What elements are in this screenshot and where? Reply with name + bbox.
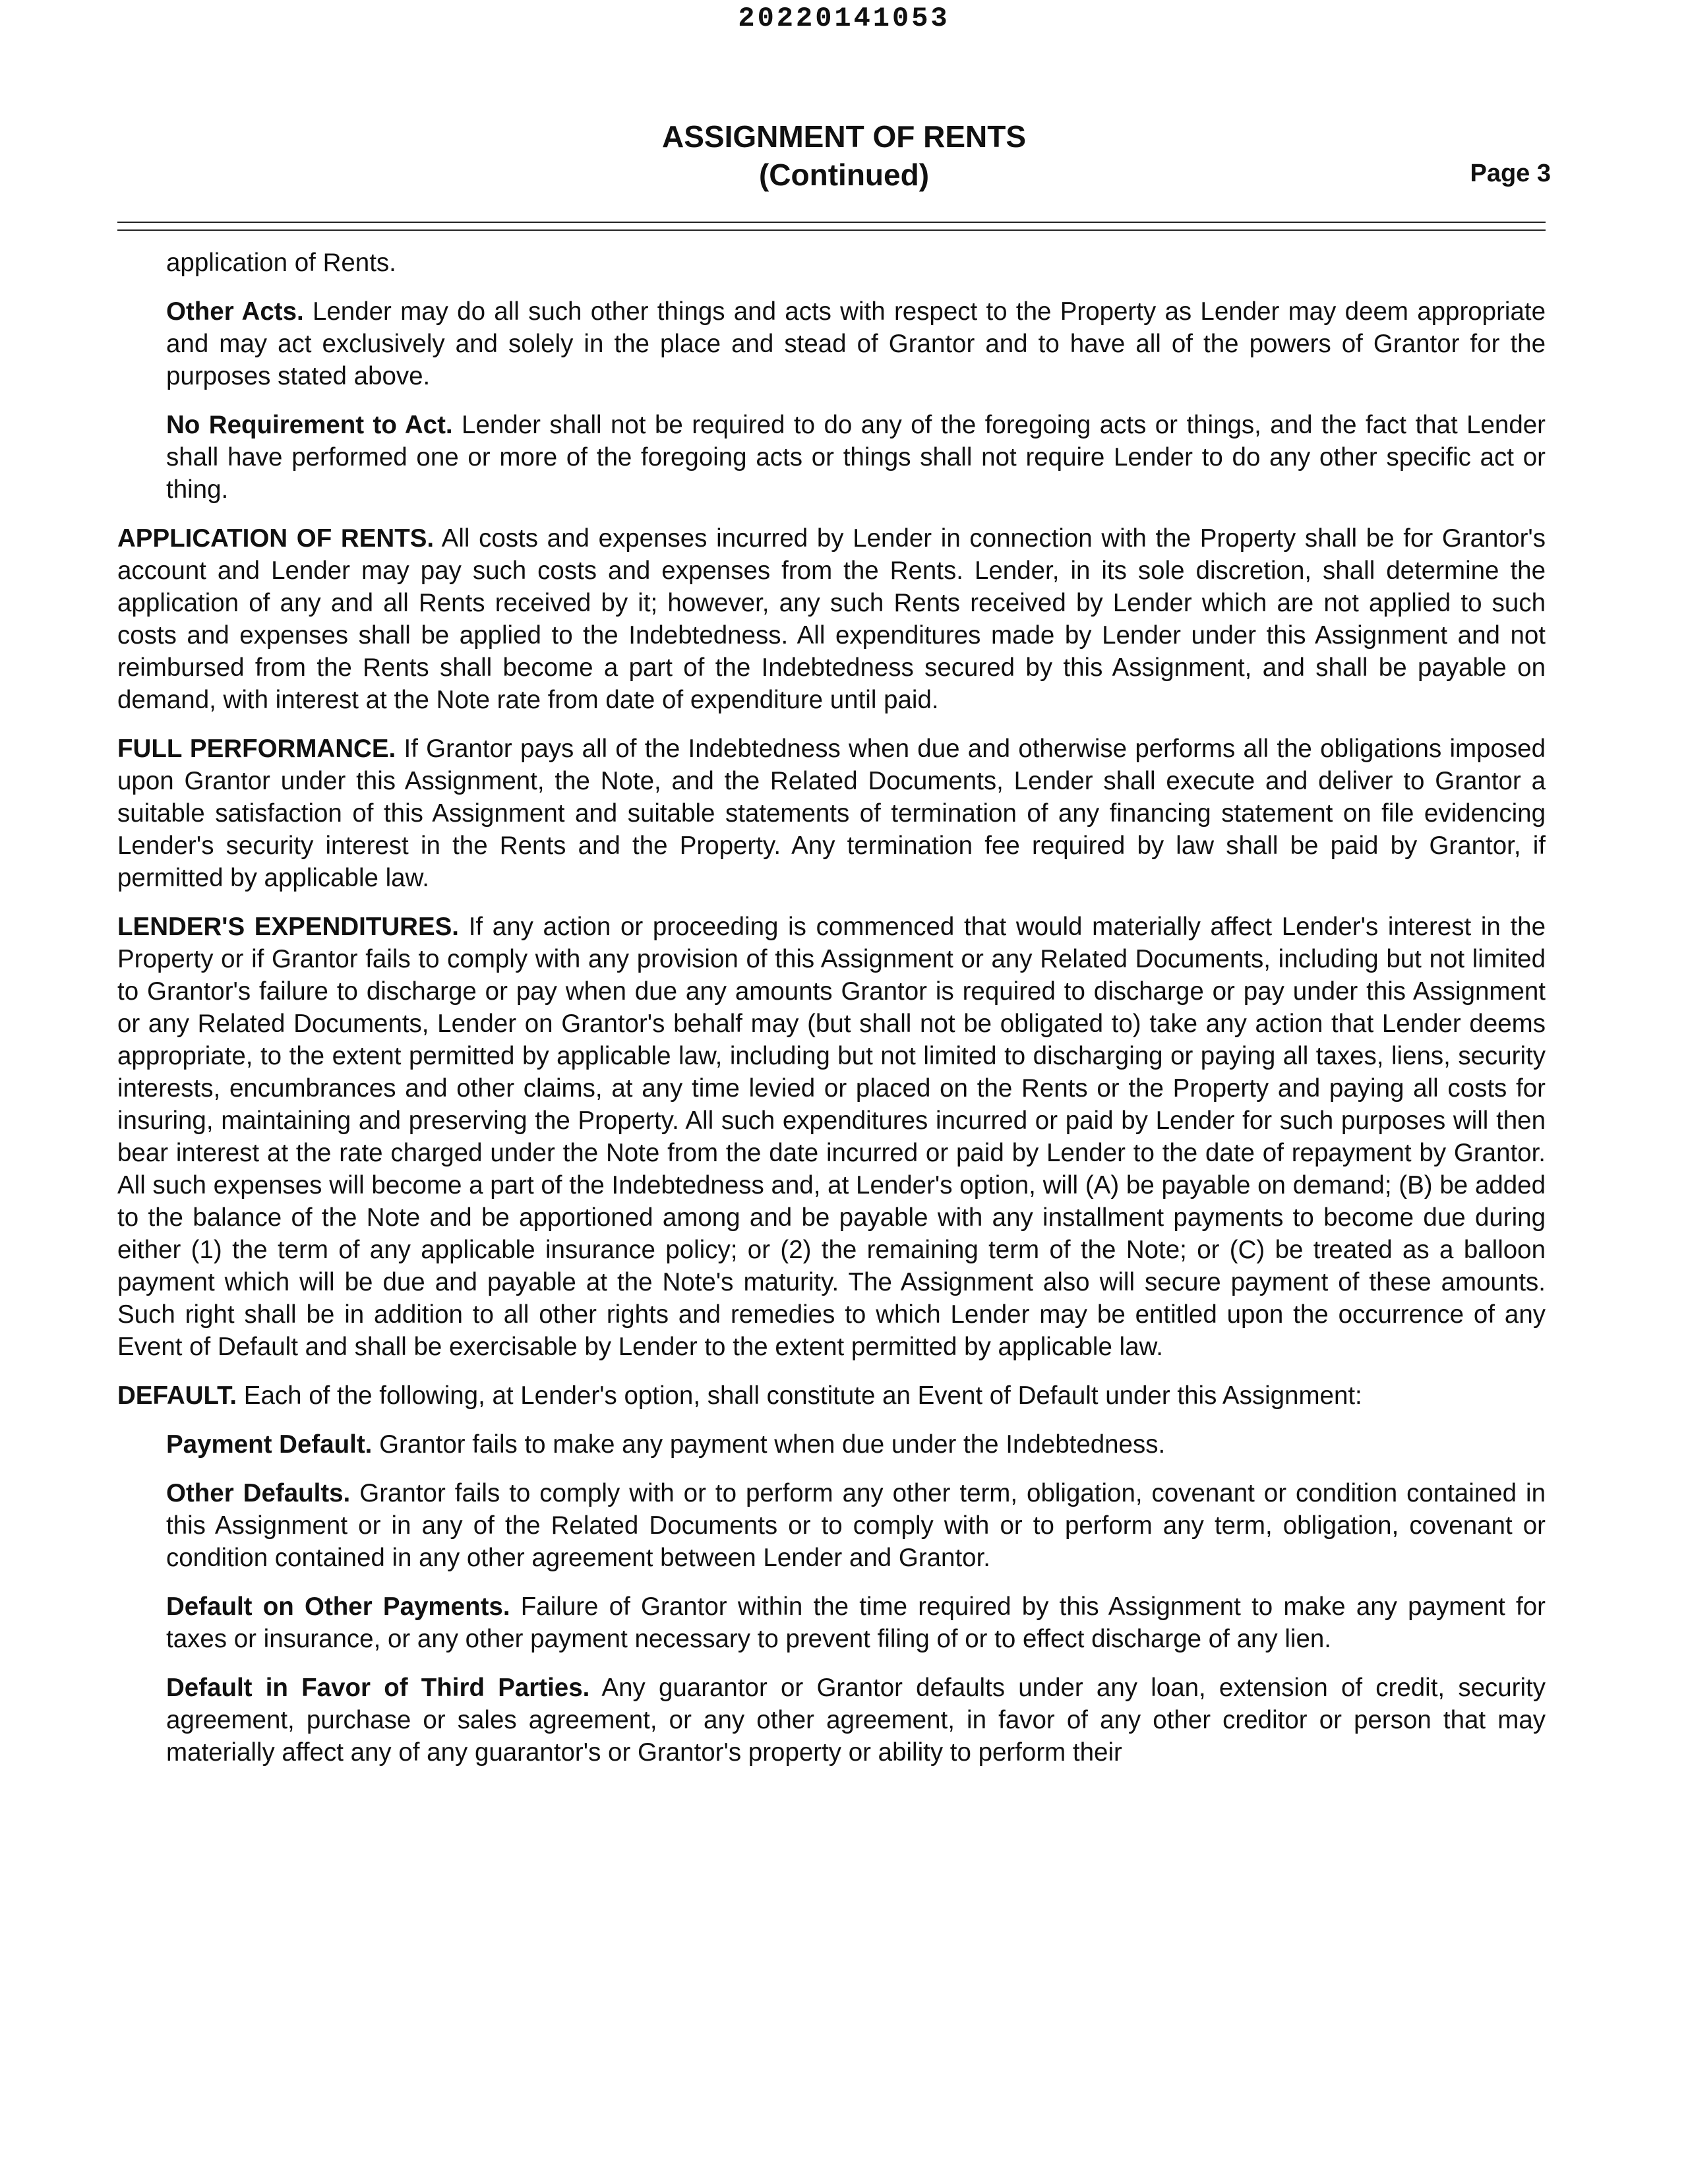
section-heading: APPLICATION OF RENTS. [117,524,435,553]
section-heading: FULL PERFORMANCE. [117,735,396,763]
paragraph-other-defaults [166,1477,1546,1574]
document-number: 20220141053 [738,3,950,34]
paragraph-heading: Default on Other Payments. [166,1592,510,1621]
paragraph-text: Failure of Grantor within the time required by this Assignment to make any payment for taxes or insurance, or any other payment necessary to prevent filing of or to effect discharge of any lien. [166,1592,1546,1653]
paragraph-payment-default [166,1428,1546,1461]
paragraph-heading: Default in Favor of Third Parties. [166,1674,590,1702]
paragraph [166,247,1546,279]
document-body [117,247,1546,1785]
paragraph-heading: No Requirement to Act. [166,411,453,439]
paragraph-text: If Grantor pays all of the Indebtedness when due and otherwise performs all the obligations imposed upon Grantor under this Assignment, the Note, and the Related Documents, Lender shall execute and deliver to Grantor a suitable satisfaction of this Assignment and suitable statements of termination of any financing statement on file evidencing Lender's security interest in the Rents and the Property. Any termination fee required by law shall be paid by Grantor, if permitted by applicable law. [117,735,1546,892]
paragraph-text: Any guarantor or Grantor defaults under any loan, extension of credit, security agreement, purchase or sales agreement, or any other agreement, in favor of any other creditor or person that may materially affect any of any guarantor's or Grantor's property or ability to perform their [166,1674,1546,1767]
paragraph-text: If any action or proceeding is commenced that would materially affect Lender's interest in the Property or if Grantor fails to comply with any provision of this Assignment or any Related Documents, including but not limited to Grantor's failure to discharge or pay when due any amounts Grantor is required to discharge or pay under this Assignment or any Related Documents, Lender on Grantor's behalf may (but shall not be obligated to) take any action that Lender deems appropriate, to the extent permitted by applicable law, including but not limited to discharging or paying all taxes, liens, security interests, encumbrances and other claims, at any time levied or placed on the Rents or the Property and paying all costs for insuring, maintaining and preserving the Property. All such expenditures incurred or paid by Lender for such purposes will then bear interest at the rate charged under the Note from the date incurred or paid by Lender to the date of repayment by Grantor. All such expenses will become a part of the Indebtedness and, at Lender's option, will (A) be payable on demand; (B) be added to the balance of the Note and be apportioned among and be payable with any installment payments to become due during either (1) the term of any applicable insurance policy; or (2) the remaining term of the Note; or (C) be treated as a balloon payment which will be due and payable at the Note's maturity. The Assignment also will secure payment of these amounts. Such right shall be in addition to all other rights and remedies to which Lender may be entitled upon the occurrence of any Event of Default and shall be exercisable by Lender to the extent permitted by applicable law. [117,913,1546,1361]
paragraph-text: Each of the following, at Lender's option, shall constitute an Event of Default under this Assignment: [237,1381,1362,1410]
paragraph-no-requirement [166,409,1546,506]
section-heading: DEFAULT. [117,1381,237,1410]
paragraph-text: Grantor fails to make any payment when due under the Indebtedness. [372,1430,1166,1459]
paragraph-heading: Payment Default. [166,1430,373,1459]
header-rule-bottom [117,229,1546,231]
paragraph-application-of-rents [117,522,1546,716]
paragraph-heading: Other Acts. [166,297,304,326]
paragraph-default [117,1380,1546,1412]
paragraph-text: Grantor fails to comply with or to perform any other term, obligation, covenant or condition contained in this Assignment or in any of the Related Documents or to comply with or to perform any term, obligation, covenant or condition contained in any other agreement between Lender and Grantor. [166,1479,1546,1572]
section-heading: LENDER'S EXPENDITURES. [117,913,460,941]
document-subtitle: (Continued) [758,158,930,192]
paragraph-text: Lender shall not be required to do any of the foregoing acts or things, and the fact that Lender shall have performed one or more of the foregoing acts or things shall not require Lender to do any other specific act or thing. [166,411,1546,504]
title-block [0,117,1688,194]
paragraph-full-performance [117,733,1546,894]
paragraph-default-third-parties [166,1672,1546,1769]
page-number: Page 3 [1470,160,1551,187]
paragraph-text: application of Rents. [166,249,396,277]
paragraph-text: All costs and expenses incurred by Lender in connection with the Property shall be for Grantor's account and Lender may pay such costs and expenses from the Rents. Lender, in its sole discretion, shall determine the application of any and all Rents received by it; however, any such Rents received by Lender which are not applied to such costs and expenses shall be applied to the Indebtedness. All expenditures made by Lender under this Assignment and not reimbursed from the Rents shall become a part of the Indebtedness secured by this Assignment, and shall be payable on demand, with interest at the Note rate from date of expenditure until paid. [117,524,1546,714]
document-title: ASSIGNMENT OF RENTS [661,119,1027,154]
paragraph-lenders-expenditures [117,911,1546,1363]
header-rule-top [117,222,1546,223]
paragraph-other-acts [166,295,1546,392]
paragraph-heading: Other Defaults. [166,1479,351,1507]
paragraph-text: Lender may do all such other things and acts with respect to the Property as Lender may deem appropriate and may act exclusively and solely in the place and stead of Grantor and to have all of the powers of Grantor for the purposes stated above. [166,297,1546,390]
paragraph-default-other-payments [166,1591,1546,1655]
